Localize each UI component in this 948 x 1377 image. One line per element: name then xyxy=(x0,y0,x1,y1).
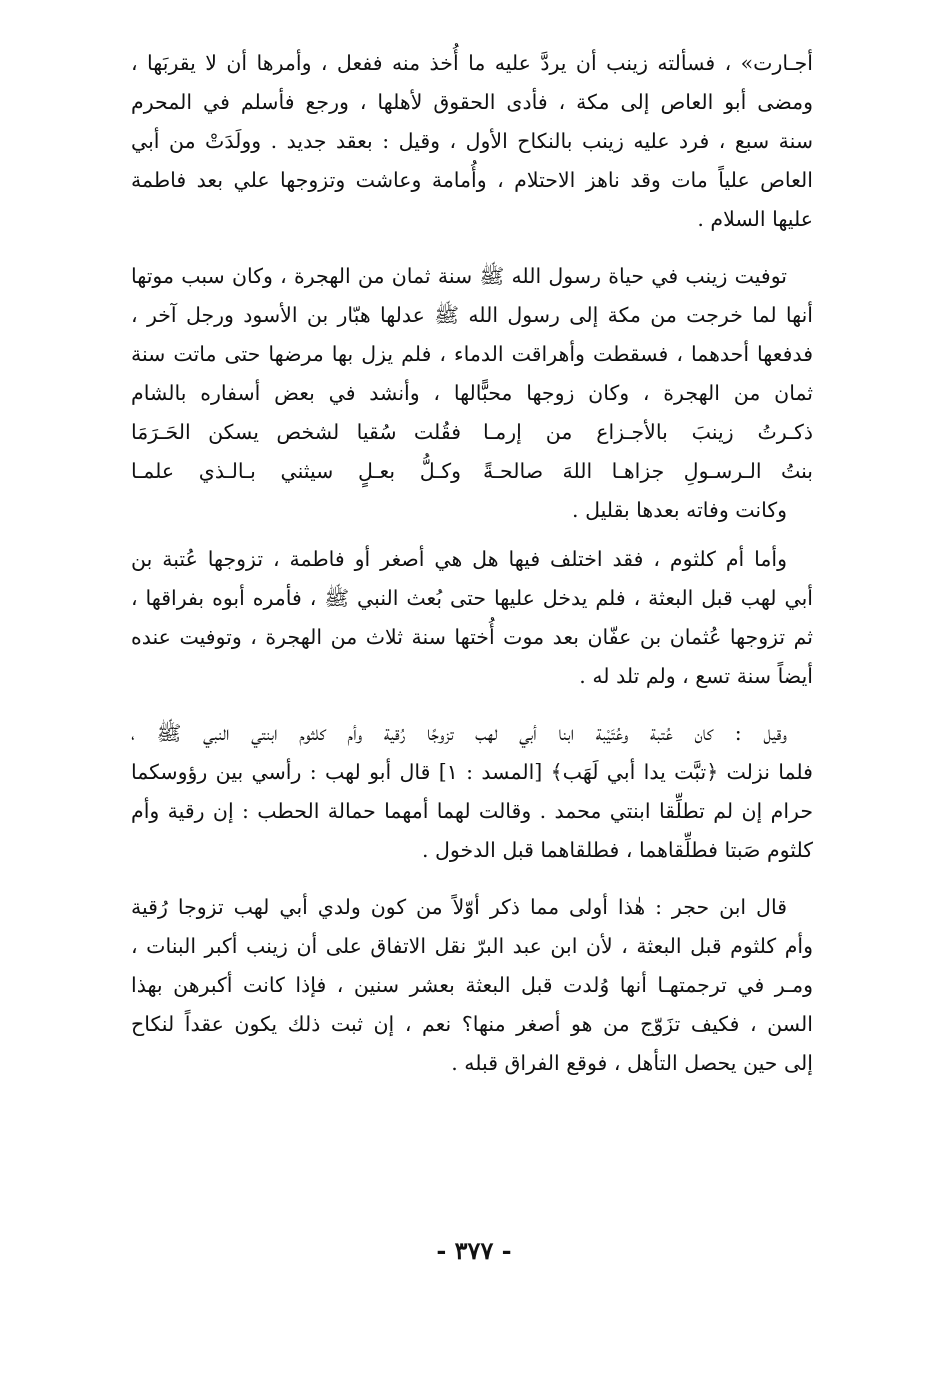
paragraph xyxy=(131,888,813,1083)
text-line: وكانت وفاته بعدها بقليل . xyxy=(572,498,787,522)
paragraph xyxy=(131,540,813,696)
poem-verse xyxy=(131,413,813,452)
text-line: أيضاً سنة تسع ، ولم تلد له . xyxy=(579,664,813,688)
text-line: عليها السلام . xyxy=(697,207,813,231)
poem-verse xyxy=(131,452,813,491)
text-line: أبي لهب قبل البعثة ، فلم يدخل عليها حتى بُعث النبي ﷺ ، فأمره أبوه بفراقها ، xyxy=(131,586,813,610)
text-line: ومضى أبو العاص إلى مكة ، فأدى الحقوق لأهلها ، ورجع فأسلم في المحرم xyxy=(131,90,813,114)
text-line: توفيت زينب في حياة رسول الله ﷺ سنة ثمان من الهجرة ، وكان سبب موتها xyxy=(131,264,787,288)
text-line: فدفعها أحدهما ، فسقطت وأهراقت الدماء ، فلم يزل بها مرضها حتى ماتت سنة xyxy=(131,342,813,366)
text-line: العاص علياً مات وقد ناهز الاحتلام ، وأُمامة وعاشت وتزوجها علي بعد فاطمة xyxy=(131,168,813,192)
text-line: ثم تزوجها عُثمان بن عفّان بعد موت أُختها سنة ثلاث من الهجرة ، وتوفيت عنده xyxy=(131,625,813,649)
text-line: أجـارت» ، فسألته زينب أن يردَّ عليه ما أُخذ منه ففعل ، وأمرها أن لا يقربَها ، xyxy=(131,51,813,75)
text-line: كلثوم صَبتا فطلِّقاهما ، فطلقاهما قبل الدخول . xyxy=(421,838,813,862)
text-line: ثمان من الهجرة ، وكان زوجها محبًّالها ، وأنشد في بعض أسفاره بالشام xyxy=(131,381,813,405)
paragraph xyxy=(131,44,813,239)
poem xyxy=(131,413,813,491)
text-line: فلما نزلت ﴿تبَّت يدا أبي لَهَب﴾ [المسد : ١] قال أبو لهب : رأسي بين رؤوسكما xyxy=(131,760,813,784)
text-line: السن ، فكيف تزَوّج من هو أصغر منها؟ نعم ، إن ثبت ذلك يكون عقداً لنكاح xyxy=(131,1012,813,1036)
page-body xyxy=(131,44,813,1083)
page-number: - ٣٧٧ - xyxy=(436,1236,512,1265)
hemistich-first: بنتُ الـرسـولِ جزاهـا اللهَ صالحـةً xyxy=(483,459,813,483)
hemistich-second: فقُلت سُقيا لشخص يسكن الحَـرَمَا xyxy=(131,420,461,444)
hemistich-second: وكـلُّ بعـلٍ سيثني بـالـذي علمـا xyxy=(131,459,461,483)
paragraph xyxy=(131,714,813,870)
text-line: أنها لما خرجت من مكة إلى رسول الله ﷺ عدلها هبّار بن الأسود ورجل آخر ، xyxy=(131,303,813,327)
paragraph xyxy=(131,491,813,530)
text-line: قال ابن حجر : هٰذا أولى مما ذكر أوّلاً من كون ولدي أبي لهب تزوجا رُقية xyxy=(131,895,787,919)
text-line: وأما أم كلثوم ، فقد اختلف فيها هل هي أصغر أو فاطمة ، تزوجها عُتبة بن xyxy=(131,547,787,571)
text-line: سنة سبع ، فرد عليه زينب بالنكاح الأول ، وقيل : بعقد جديد . وولَدَتْ من أبي xyxy=(131,129,813,153)
text-line: حرام إن لم تطلِّقا ابنتي محمد . وقالت لهما أمهما حمالة الحطب : إن رقية وأم xyxy=(131,799,813,823)
text-line: إلى حين يحصل التأهل ، فوقع الفراق قبله . xyxy=(451,1051,813,1075)
text-line: وقيل : كان عُتبة وعُتَيْبة ابنا أبي لهب تزوجًا رُقية وأم كلثوم ابنتي النبي ﷺ ، xyxy=(131,721,787,745)
text-line: ومـر في ترجمتهـا أنها وُلدت قبل البعثة بعشر سنين ، فإذا كانت أكبرهن بهذا xyxy=(131,973,813,997)
text-line: وأم كلثوم قبل البعثة ، لأن ابن عبد البرّ نقل الاتفاق على أن زينب أكبر البنات ، xyxy=(131,934,813,958)
hemistich-first: ذكـرتُ زينبَ بالأجـزاع من إرمـا xyxy=(483,420,813,444)
paragraph xyxy=(131,257,813,413)
